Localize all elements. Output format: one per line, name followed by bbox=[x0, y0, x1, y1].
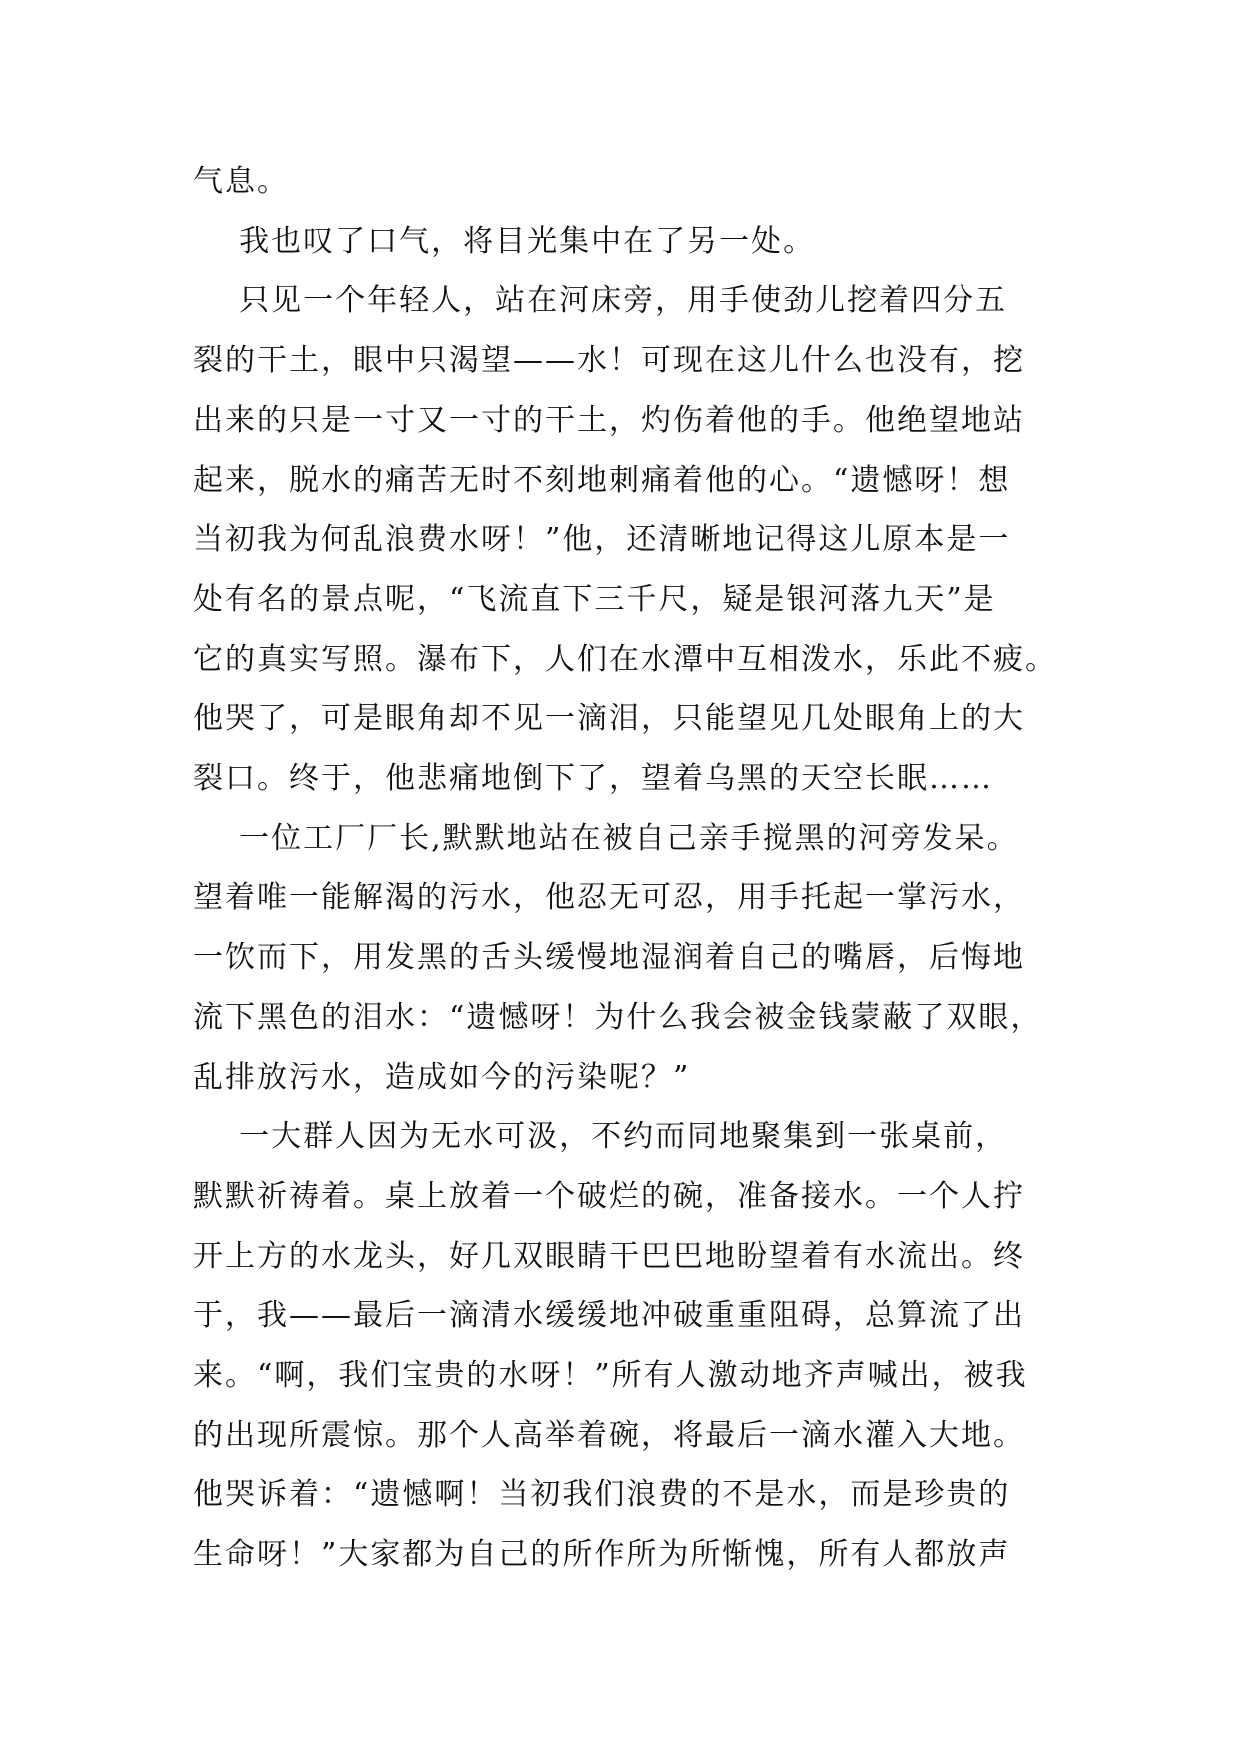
text-line: 一饮而下，用发黑的舌头缓慢地湿润着自己的嘴唇，后悔地 bbox=[193, 940, 1025, 976]
text-line: 裂口。终于，他悲痛地倒下了，望着乌黑的天空长眠…… bbox=[193, 761, 993, 797]
text-line: 于，我——最后一滴清水缓缓地冲破重重阻碍，总算流了出 bbox=[193, 1298, 1025, 1334]
text-line: 乱排放污水，造成如今的污染呢？” bbox=[193, 1059, 691, 1095]
text-line: 来。“啊，我们宝贵的水呀！”所有人激动地齐声喊出，被我 bbox=[193, 1358, 1028, 1394]
text-line: 他哭了，可是眼角却不见一滴泪，只能望见几处眼角上的大 bbox=[193, 701, 1025, 737]
text-line: 当初我为何乱浪费水呀！”他，还清晰地记得这儿原本是一 bbox=[193, 522, 1011, 558]
text-line: 的出现所震惊。那个人高举着碗，将最后一滴水灌入大地。 bbox=[193, 1417, 1025, 1453]
text-line: 生命呀！”大家都为自己的所作所为所惭愧，所有人都放声 bbox=[193, 1537, 1011, 1573]
body-text bbox=[193, 152, 1055, 1585]
text-line: 望着唯一能解渴的污水，他忍无可忍，用手托起一掌污水， bbox=[193, 880, 1025, 916]
text-line: 他哭诉着：“遗憾啊！当初我们浪费的不是水，而是珍贵的 bbox=[193, 1477, 1011, 1513]
text-line: 它的真实写照。瀑布下，人们在水潭中互相泼水，乐此不疲。 bbox=[193, 641, 1057, 677]
text-line: 一大群人因为无水可汲，不约而同地聚集到一张桌前， bbox=[193, 1119, 1008, 1155]
text-line: 只见一个年轻人，站在河床旁，用手使劲儿挖着四分五 bbox=[193, 283, 1008, 319]
text-line: 一位工厂厂长,默默地站在被自己亲手搅黑的河旁发呆。 bbox=[193, 820, 1019, 856]
text-line: 默默祈祷着。桌上放着一个破烂的碗，准备接水。一个人拧 bbox=[193, 1178, 1025, 1214]
text-line: 裂的干土，眼中只渴望——水！可现在这儿什么也没有，挖 bbox=[193, 343, 1025, 379]
text-line: 处有名的景点呢，“飞流直下三千尺，疑是银河落九天”是 bbox=[193, 581, 996, 617]
text-line: 出来的只是一寸又一寸的干土，灼伤着他的手。他绝望地站 bbox=[193, 402, 1025, 438]
text-line: 流下黑色的泪水：“遗憾呀！为什么我会被金钱蒙蔽了双眼， bbox=[193, 999, 1043, 1035]
text-line: 我也叹了口气，将目光集中在了另一处。 bbox=[193, 223, 816, 259]
text-line: 气息。 bbox=[193, 164, 289, 199]
text-line: 起来，脱水的痛苦无时不刻地刺痛着他的心。“遗憾呀！想 bbox=[193, 462, 1011, 498]
text-line: 开上方的水龙头，好几双眼睛干巴巴地盼望着有水流出。终 bbox=[193, 1238, 1025, 1274]
